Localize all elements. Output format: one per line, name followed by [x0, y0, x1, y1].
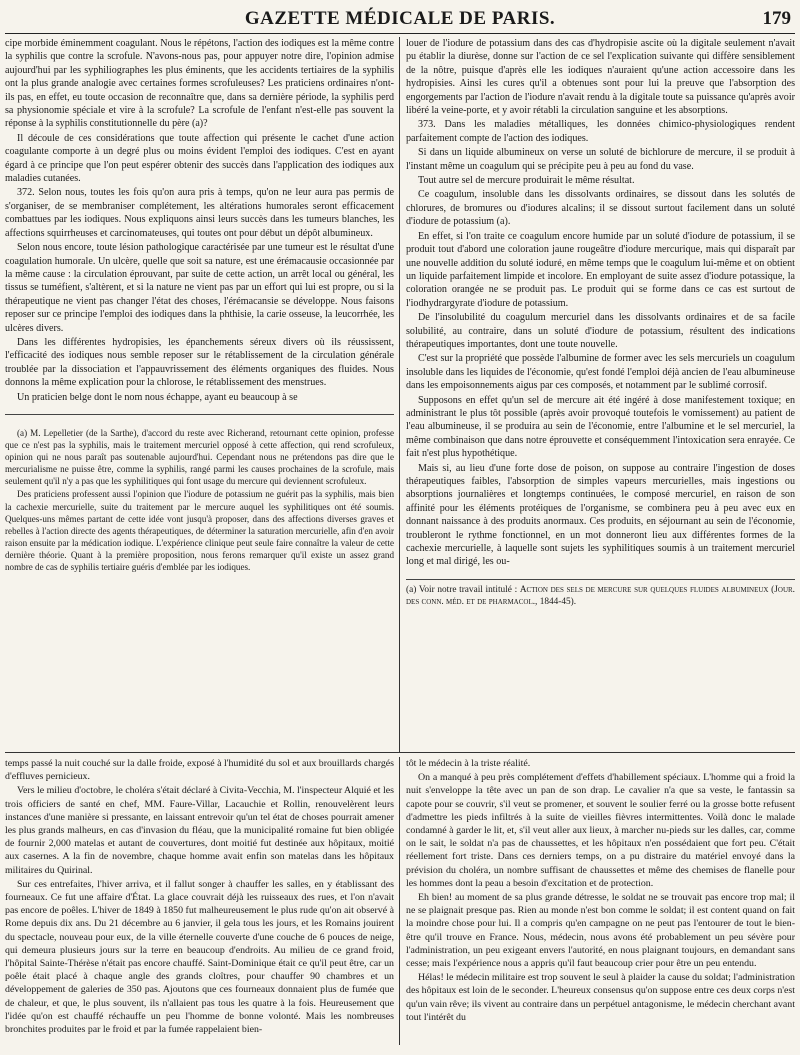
- right-column: [400, 37, 795, 752]
- paragraph: 372. Selon nous, toutes les fois qu'on aura pris à temps, qu'on ne leur aura pas permis de s'organiser, de se membraniser complétement, les altérations humorales seront efficacement combattues par les iodiques. Nous expliquons ainsi leurs succès dans les tumeurs blanches, les affections squirrheuses et carcinomateuses, qui toutes ont pour début un dépôt albumineux.: [5, 187, 394, 239]
- paragraph: temps passé la nuit couché sur la dalle froide, exposé à l'humidité du sol et aux brouillards chargés d'effluves pernicieux.: [5, 758, 394, 783]
- footnote-reference-title: Action des sels de mercure sur quelques fluides albumineux (Jour. des conn. méd. et de pharmacol., 1844-45).: [406, 584, 795, 607]
- paragraph: Mais si, au lieu d'une forte dose de poison, on suppose au contraire l'ingestion de doses thérapeutiques faibles, l'absorption de simples vapeurs mercurielles, mais ingestions ou absorptions journalières et longtemps continuées, le composé mercuriel, en raison de son affinité pour les éléments protéiques de l'organisme, se combinera peu à peu avec eux en donnant naissance à des produits anormaux. Ces produits, en séjournant au sein de l'économie, troubleront le rythme fonctionnel, en un mot donneront lieu aux différentes formes de la cachexie mercurielle, à laquelle sont sujets les syphilitiques soumis à un traitement mercuriel long et mal dirigé, les ou-: [406, 462, 795, 568]
- paragraph: De l'insolubilité du coagulum mercuriel dans les dissolvants ordinaires et de sa facile solubilité, au contraire, dans un soluté d'iodure de potassium, résultent des indications thérapeutiques importantes, dont une toute nouvelle.: [406, 312, 795, 350]
- footnote-prefix: (a) Voir notre travail intitulé :: [406, 584, 518, 595]
- journal-title: GAZETTE MÉDICALE DE PARIS.: [244, 8, 556, 29]
- lower-right-column: [400, 757, 795, 1045]
- paragraph: Si dans un liquide albumineux on verse un soluté de bichlorure de mercure, il se produit à l'instant même un coagulum qui se précipite peu à peu au fond du vase.: [406, 147, 795, 172]
- paragraph: C'est sur la propriété que possède l'albumine de former avec les sels mercuriels un coagulum insoluble dans les liquides de l'économie, qu'est fondé l'emploi déjà ancien de l'eau albumineuse dans les empoisonnements aigus par ces composés, et notamment par le sublimé corrosif.: [406, 353, 795, 392]
- paragraph: Ce coagulum, insoluble dans les dissolvants ordinaires, se dissout dans les solutés de chlorures, de bromures ou d'iodures alcalins; il se dissout surtout facilement dans un soluté d'iodure de potassium (a).: [406, 189, 795, 228]
- paragraph: Dans les différentes hydropisies, les épanchements séreux divers où ils réussissent, l'efficacité des iodiques nous semble reposer sur le rétablissement de la circulation générale troublée par la dissociation et l'appauvrissement des éléments organiques des fluides. Nous donnons la même explication pour la chlorose, le rétablissement des menstrues.: [5, 336, 394, 389]
- left-column: [5, 37, 400, 752]
- paragraph: tôt le médecin à la triste réalité.: [406, 758, 531, 769]
- page-header: [5, 5, 795, 34]
- lower-section: [5, 757, 795, 1045]
- page-number: 179: [762, 8, 791, 29]
- paragraph: Un praticien belge dont le nom nous échappe, ayant eu beaucoup à se: [17, 391, 298, 403]
- newspaper-page: [5, 5, 795, 1045]
- paragraph: Tout autre sel de mercure produirait le même résultat.: [418, 175, 635, 187]
- upper-section: [5, 37, 795, 753]
- paragraph: Hélas! le médecin militaire est trop souvent le seul à plaider la cause du soldat; l'administration des hôpitaux est loin de le seconder. L'heureux consensus qu'on suppose entre ces deux corps n'est qu'un vain rêve; ils vivent au contraire dans un perpétuel antagonisme, le médecin cherchant avant tout l'intérêt du: [406, 972, 795, 1023]
- paragraph: Vers le milieu d'octobre, le choléra s'était déclaré à Civita-Vecchia, M. l'inspecteur Alquié et les trois officiers de santé en chef, MM. Faure-Villar, Lacauchie et Rollin, renouvelèrent leurs instances d'une manière si pressante, en laissant entrevoir qu'un tel état de choses pourrait amener les plus grands malheurs, en cas d'invasion du fléau, que la municipalité romaine fut bien obligée de fournir 2,000 matelas et autant de couvertures, dont moitié fut destinée aux hôpitaux, moitié aux casernes. A la fin de novembre, chaque homme avait enfin son matelas dans les hôpitaux militaires du Quirinal.: [5, 785, 394, 876]
- paragraph: Sur ces entrefaites, l'hiver arriva, et il fallut songer à chauffer les salles, en y établissant des fourneaux. Ce fut une affaire d'État. La glace couvrait déjà les ruisseaux des rues, et l'on n'avait pas encore de poêles. L'hiver de 1849 à 1850 fut malheureusement le plus rude qu'on ait observé à Rome depuis dix ans. Du 21 décembre au 6 janvier, il gela tous les jours, et les Romains jouirent du spectacle, nouveau pour eux, de la ville éternelle couverte d'une couche de 6 pouces de neige, qui demeura plusieurs jours sur la terre en beaucoup d'endroits. Au milieu de ce grand froid, l'hôpital Sainte-Thérèse n'était pas encore chauffé. Saint-Dominique était ce qu'il peut être, car un poêle était placé à chaque angle des grands cloîtres, pour chauffer 90 chambres et un développement de galeries de 350 pas. Ajoutons que ces fourneaux donnaient plus de fumée que de chaleur, et que, le plus souvent, ils n'allaient pas tous les quatre à la fois. Heureusement que l'idée qu'on est chauffé réchauffe un peu l'homme de bonne volonté. Mais les nombreuses bronchites produites par le froid et par la fumée rappelaient bien-: [5, 878, 394, 1036]
- paragraph: Selon nous encore, toute lésion pathologique caractérisée par une tumeur est le résultat d'une coagulation humorale. Un ulcère, quelle que soit sa nature, est une érémacausie occasionnée par la même cause : la circulation éprouvant, par suite de cette action, un arrêt local ou général, les tissus se tuméfient, s'altèrent, et si la nature ne vient pas par un effort qui lui est propre, ou si la thérapeutique ne vient pas changer l'état des choses, l'érémacansie se développe. Nous faisons reposer sur ce principe l'emploi des iodiques dans la phthisie, la carie osseuse, la leucorrhée, les ulcères divers.: [5, 242, 394, 334]
- footnote-divider: [5, 414, 394, 415]
- paragraph: 373. Dans les maladies métalliques, les données chimico-physiologiques rendent parfaitement compte de l'action des iodiques.: [406, 119, 795, 144]
- paragraph: Il découle de ces considérations que toute affection qui présente le cachet d'une action coagulante comporte à un degré plus ou moins évident l'emploi des iodiques. C'est en ayant égard à ce principe que l'on peut espérer obtenir des succès dans l'application des iodiques aux maladies cutanées.: [5, 132, 394, 185]
- left-footnote: [5, 427, 394, 573]
- footnote-paragraph: Des praticiens professent aussi l'opinion que l'iodure de potassium ne guérit pas la syphilis, mais bien la cachexie mercurielle, suite du traitement par le mercure auquel les syphilitiques ont été soumis. Quelques-uns mêmes partant de cette idée vont jusqu'à proposer, dans des affections diverses graves et rebelles à l'action directe des agents thérapeutiques, de déterminer la saturation mercurielle, afin d'en avoir raison ensuite par la médication iodique. L'expérience clinique peut seule faire connaître la valeur de cette dernière théorie. Quant à la première proposition, nous ferons remarquer qu'il existe un assez grand nombre de cas de syphilis tertiaire guéris d'emblée par les iodiques.: [5, 489, 394, 572]
- paragraph: Eh bien! au moment de sa plus grande détresse, le soldat ne se trouvait pas encore trop mal; il ne se plaignait presque pas. Rien au monde n'est bon comme le soldat; il est content quand on fait la moindre chose pour lui. Il a compris qu'en campagne on ne peut pas l'entourer de tout le bien-être qu'il trouve en France. Nous, médecin, nous avons été probablement un peu sévère pour l'administration, un peu exigeant envers l'autorité, en nous plaignant toujours, en demandant sans cesse; mais l'expérience nous a appris qu'il faut beaucoup crier pour être un peu entendu.: [406, 892, 795, 970]
- paragraph: En effet, si l'on traite ce coagulum encore humide par un soluté d'iodure de potassium, il se produit tout d'abord une coloration jaune rougeâtre d'iodure mercurique, mais qui disparaît par une nouvelle addition du soluté ioduré, en même temps que le coagulum lui-même et on obtient un liquide parfaitement limpide et incolore. En employant de suite assez d'iodure potassique, la coloration orangée ne se produit pas. Le produit qui se forme dans ce cas est surtout de l'iodhydrargyrate d'iodure de potassium.: [406, 230, 795, 309]
- paragraph: cipe morbide éminemment coagulant. Nous le répétons, l'action des iodiques est la même contre la syphilis que contre la scrofule. N'avons-nous pas, pour appuyer notre dire, l'opinion admise aujourd'hui par les syphiliographes les plus éminents, que les accidents tertiaires de la syphilis ont la plus grande analogie avec certaines formes scrofuleuses? Les praticiens ordinaires n'ont-ils pas, en effet, eu toute occasion de reconnaître que, dans sa dernière période, la syphilis perd sa physionomie spéciale et vire à la scrofule? La scrofule de l'enfant n'est-elle pas souvent la réponse à la syphilis constitutionnelle du père (a)?: [5, 38, 394, 130]
- footnote-paragraph: (a) M. Lepelletier (de la Sarthe), d'accord du reste avec Richerand, retournant cette opinion, professe que ce n'est pas la syphilis, mais le traitement mercuriel opposé à cette affection, qui rend scrofuleux, opinion qui ne nous paraît pas soutenable aujourd'hui. Cependant nous ne prétendons pas dire que le mercurialisme ne puisse être, comme la syphilis, rangé parmi les causes prochaines de la scrofule, mais seulement qu'il n'y a pas que les syphilitiques qui font usage du mercure qui deviennent scrofuleux.: [5, 427, 394, 487]
- paragraph: Supposons en effet qu'un sel de mercure ait été ingéré à dose manifestement toxique; en administrant le plus tôt possible (après avoir provoqué toutefois le vomissement) au patient de l'eau albumineuse, il se produira au sein de l'économie, entre l'albumine et le sel mercuriel, la même combinaison que dans notre éprouvette et conséquemment l'intoxication sera enrayée. Ce fait n'est plus hypothétique.: [406, 394, 795, 460]
- paragraph: louer de l'iodure de potassium dans des cas d'hydropisie ascite où la digitale seulement n'avait pu établir la diurèse, donne sur l'action de ce sel l'explication suivante qui diffère sensiblement de la nôtre, puisque d'après elle les iodiques n'auraient qu'une action accessoire dans les hydropisies. Ainsi les cures qu'il a obtenues sont pour lui la preuve que l'absorption des engorgements par l'action de l'iodure n'avait rendu à la digitale toute sa puissance qu'après avoir libéré la veine-porte, et y avoir rétabli la circulation sanguine et les absorptions.: [406, 38, 795, 117]
- right-footnote: [406, 579, 795, 608]
- paragraph: On a manqué à peu près complétement d'effets d'habillement spéciaux. L'homme qui a froid la nuit s'enveloppe la tête avec un pan de son drap. Le cavalier n'a que sa veste, le fantassin sa capote pour se couvrir, s'il veut se promener, et souvent le soulier ferré ou la grosse botte refusent d'admettre les pieds infiltrés à la suite de vieilles fièvres intermittentes. Voilà donc le malade condamné à garder le lit, et, s'il veut aller aux lieux, à marcher nu-pieds sur les dalles, car, comme on le sait, le soldat n'a pas de chaussettes, et les hôpitaux n'en possédaient que fort peu. C'était réellement fort triste. Dans ces derniers temps, on a pu distraire du matériel envoyé dans la prévision du choléra, un nombre suffisant de chaussettes et même des chemises de flanelle pour les hommes dont la peau a besoin d'excitation et de protection.: [406, 772, 795, 889]
- lower-left-column: [5, 757, 400, 1045]
